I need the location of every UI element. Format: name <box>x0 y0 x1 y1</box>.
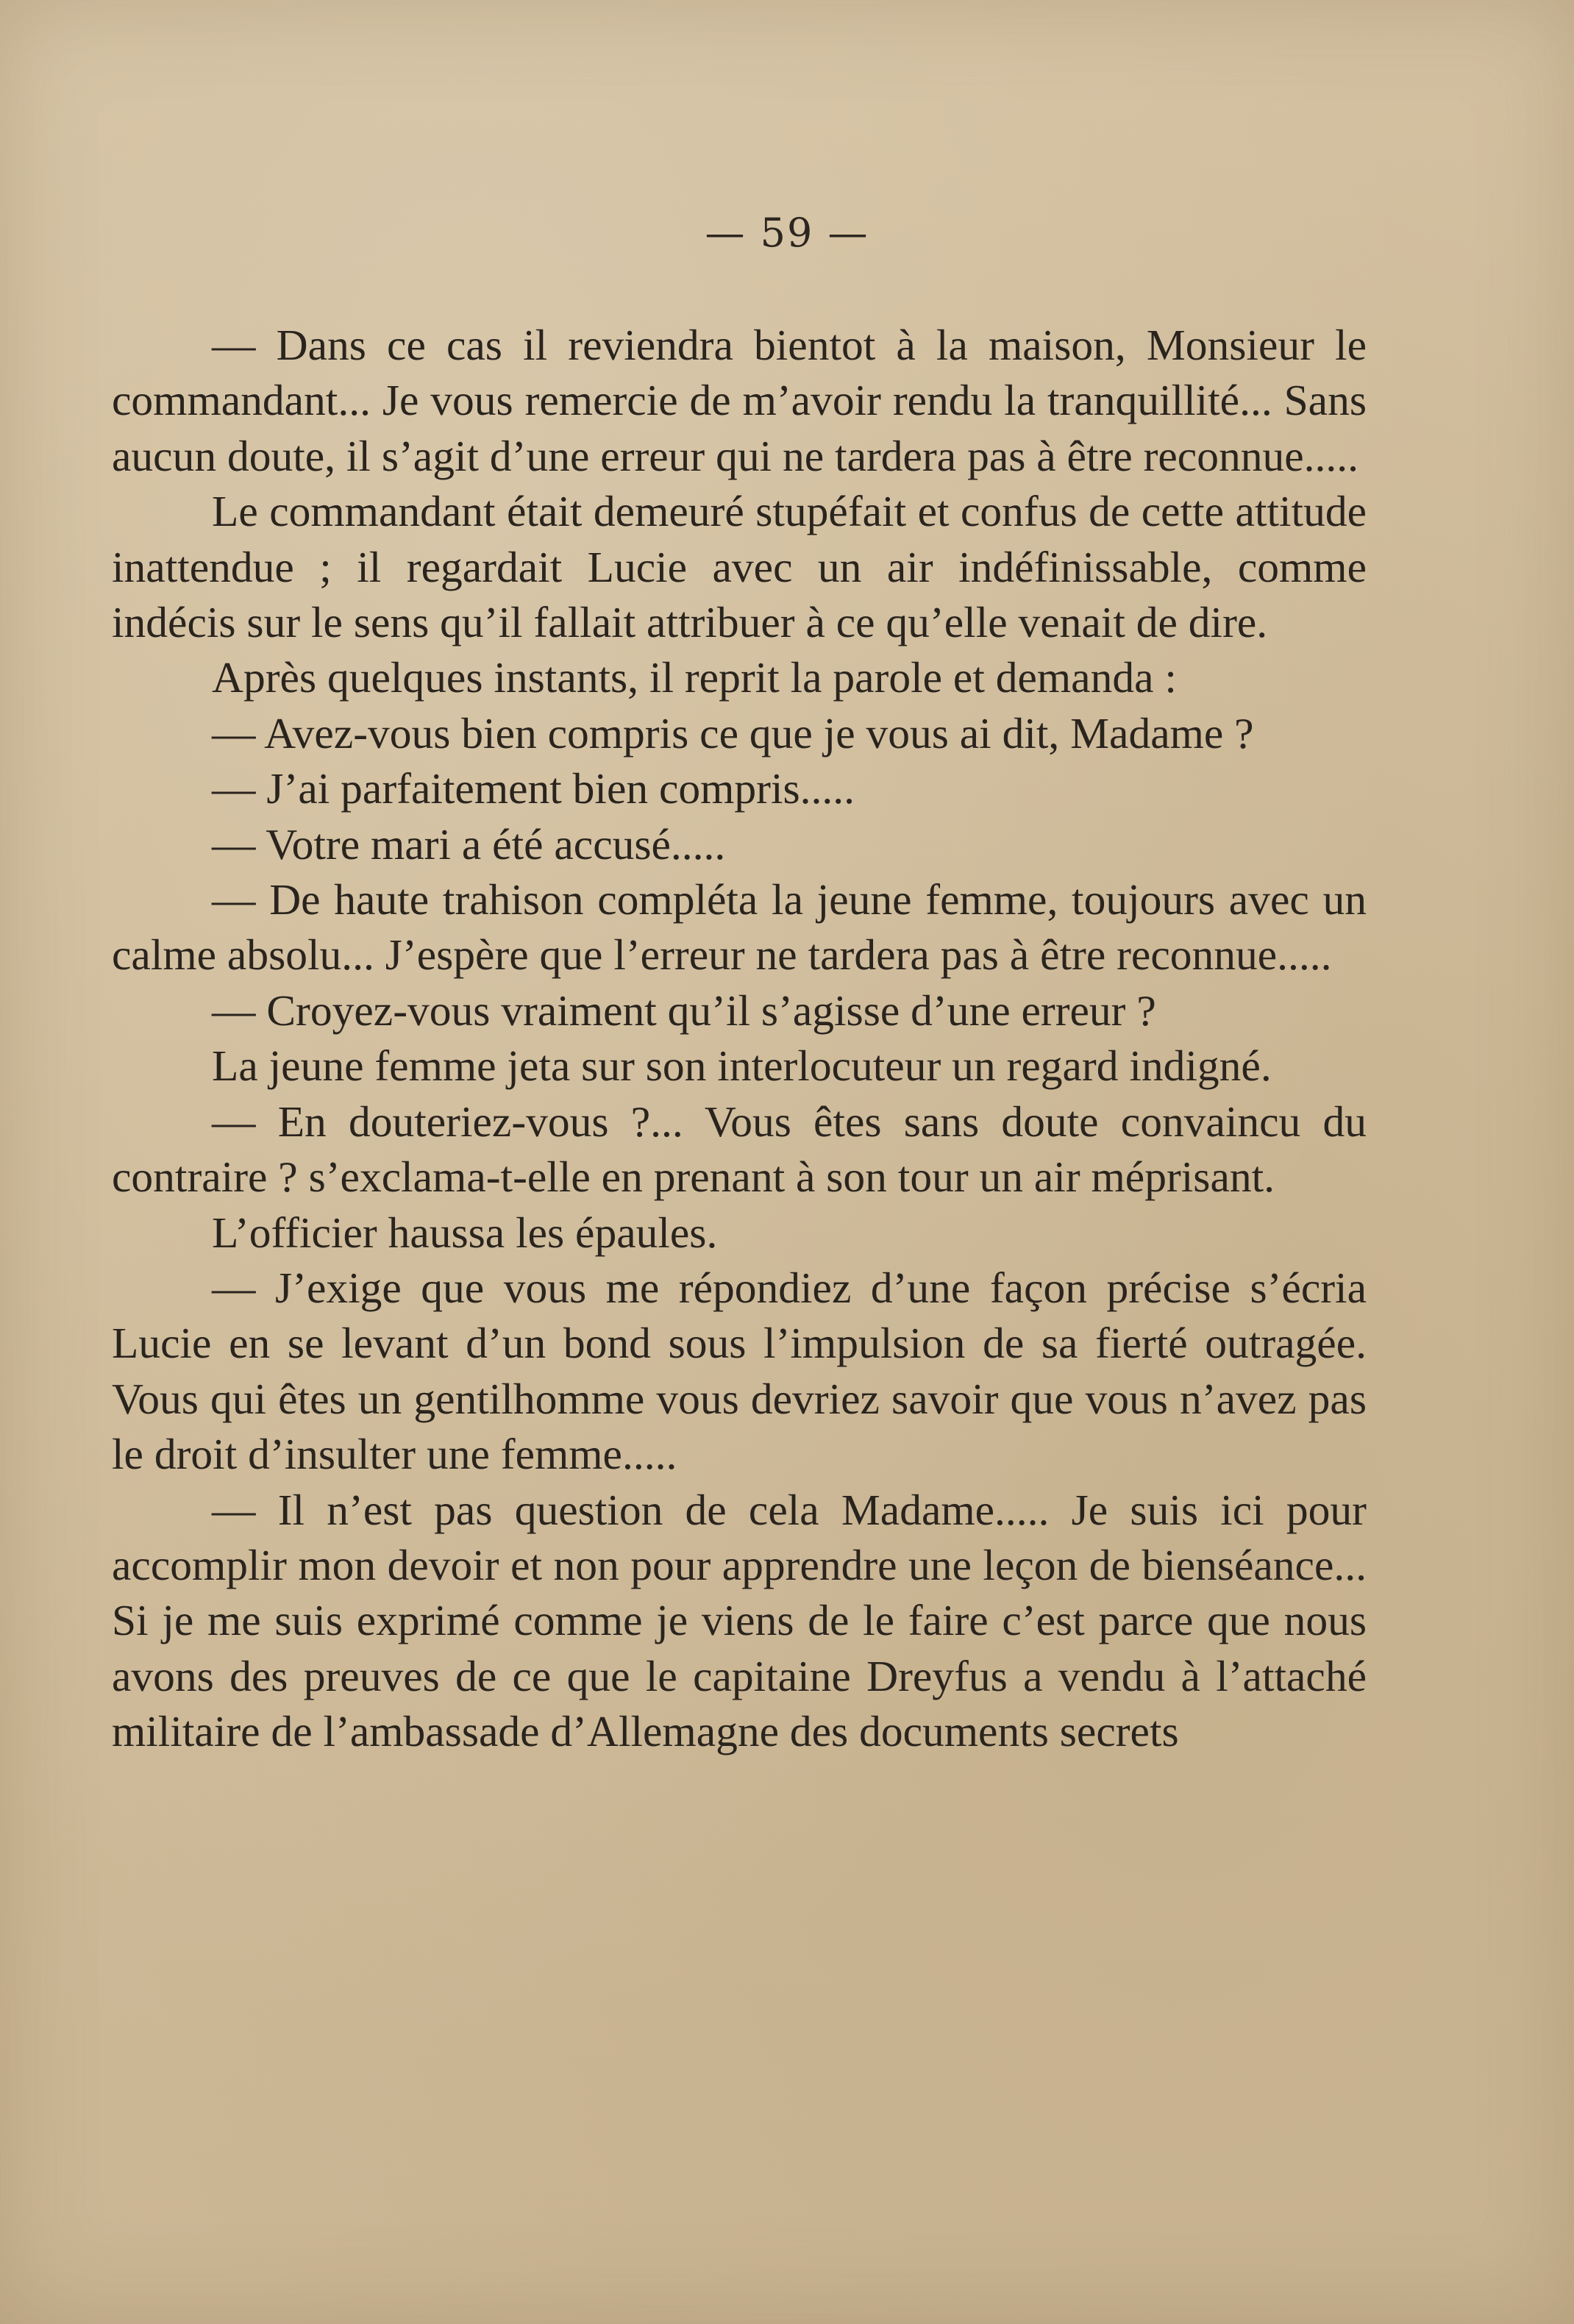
paragraph: — De haute trahison compléta la jeune femme, toujours avec un calme absolu... J’espère que l’erreur ne tardera pas à être reconnue..... <box>112 875 1367 980</box>
paragraph: — En douteriez-vous ?... Vous êtes sans doute convaincu du contraire ? s’exclama-t-elle en prenant à son tour un air méprisant. <box>112 1097 1367 1202</box>
paragraph: — Avez-vous bien compris ce que je vous ai dit, Madame ? <box>212 708 1254 758</box>
paragraph: Le commandant était demeuré stupéfait et confus de cette attitude inattendue ; il regardait Lucie avec un air indéfinissable, comme indécis sur le sens qu’il fallait attribuer à ce qu’elle venait de dire. <box>112 487 1367 647</box>
paragraph: Après quelques instants, il reprit la parole et demanda : <box>212 653 1177 702</box>
paragraph: — Dans ce cas il reviendra bientot à la maison, Monsieur le commandant... Je vous remercie de m’avoir rendu la tranquillité... Sans aucun doute, il s’agit d’une erreur qui ne tardera pas à être reconnue..... <box>112 321 1367 480</box>
paragraph: L’officier haussa les épaules. <box>212 1208 718 1257</box>
paragraph: — Il n’est pas question de cela Madame..... Je suis ici pour accomplir mon devoir et non pour apprendre une leçon de bienséance... Si je me suis exprimé comme je viens de le faire c’est parce que nous avons des preuves de ce que le capitaine Dreyfus a vendu à l’attaché militaire de l’ambassade d’Allemagne des documents secrets <box>112 1485 1367 1756</box>
body-text <box>112 318 1367 1760</box>
page-number: — 59 — <box>705 210 869 256</box>
paragraph: — Votre mari a été accusé..... <box>212 819 726 869</box>
paragraph: La jeune femme jeta sur son interlocuteur un regard indigné. <box>212 1041 1272 1091</box>
paragraph: — Croyez-vous vraiment qu’il s’agisse d’une erreur ? <box>212 985 1156 1035</box>
paragraph: — J’ai parfaitement bien compris..... <box>212 764 855 813</box>
paragraph: — J’exige que vous me répondiez d’une façon précise s’écria Lucie en se levant d’un bond sous l’impulsion de sa fierté outragée. Vous qui êtes un gentilhomme vous devriez savoir que vous n’avez pas le droit d’insulter une femme..... <box>112 1263 1367 1479</box>
